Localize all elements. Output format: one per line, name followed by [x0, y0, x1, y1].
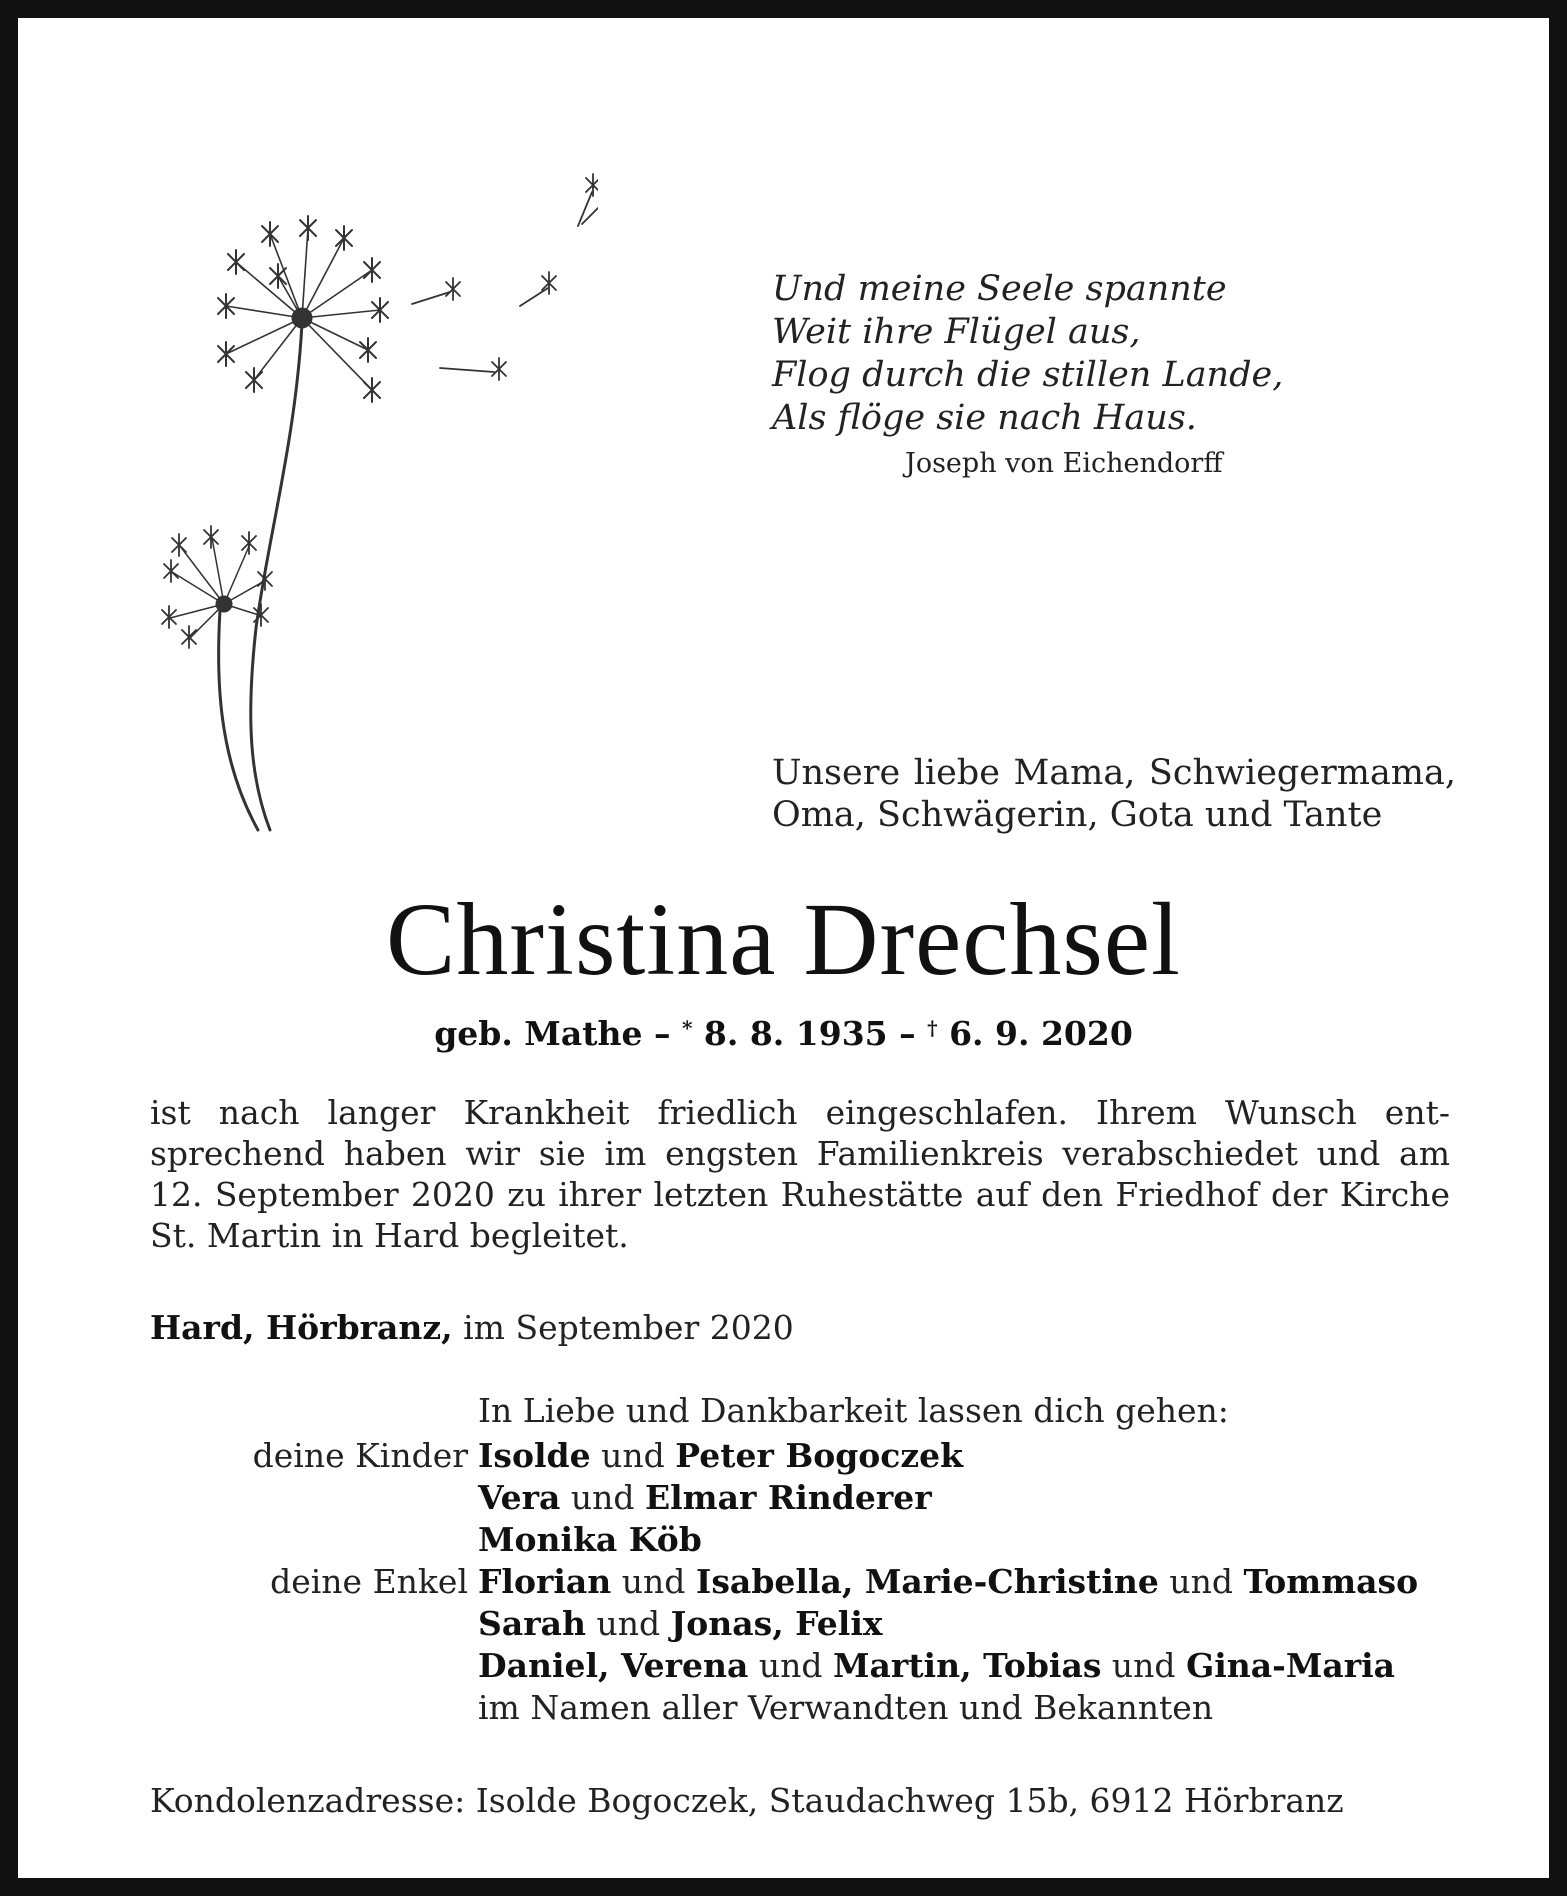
- place-names: Hard, Hörbranz,: [150, 1308, 453, 1347]
- person-name: Jonas, Felix: [670, 1604, 883, 1643]
- person-name: Tommaso: [1243, 1562, 1419, 1601]
- quote-author: Joseph von Eichendorff: [905, 448, 1223, 479]
- grandchildren-label: deine Enkel: [270, 1562, 468, 1601]
- person-name: Florian: [478, 1562, 612, 1601]
- person-name: Isabella, Marie-Christine: [695, 1562, 1159, 1601]
- signature-row: [18, 1604, 1567, 1646]
- conjunction: und: [596, 1604, 661, 1643]
- poem-quote: [772, 268, 1332, 440]
- person-name: Vera: [478, 1478, 561, 1517]
- signatures-intro: In Liebe und Dankbarkeit lassen dich gehen:: [478, 1391, 1229, 1430]
- person-name: Martin, Tobias: [833, 1646, 1102, 1685]
- body-line: St. Martin in Hard begleitet.: [150, 1216, 629, 1255]
- quote-line: Und meine Seele spannte: [772, 269, 1227, 309]
- death-symbol: †: [927, 1016, 938, 1040]
- place-month: im September 2020: [452, 1308, 794, 1347]
- signature-row: [18, 1688, 1567, 1730]
- signature-names: [478, 1436, 963, 1475]
- body-line: 12. September 2020 zu ihrer letzten Ruhestätte auf den Friedhof der Kirche: [150, 1175, 1450, 1214]
- dandelion-illustration: [158, 158, 598, 838]
- signature-closing: im Namen aller Verwandten und Bekannten: [478, 1688, 1214, 1727]
- signature-names: [478, 1520, 702, 1559]
- death-date: 6. 9. 2020: [937, 1014, 1133, 1053]
- maiden-name: geb. Mathe: [434, 1014, 643, 1053]
- conjunction: und: [1169, 1562, 1234, 1601]
- date-separator: –: [642, 1014, 682, 1053]
- life-dates: [18, 1014, 1549, 1053]
- person-name: Sarah: [478, 1604, 586, 1643]
- intro-line: Oma, Schwägerin, Gota und Tante: [772, 795, 1383, 835]
- body-line: sprechend haben wir sie im engsten Familienkreis verabschiedet und am: [150, 1134, 1450, 1173]
- conjunction: und: [621, 1562, 686, 1601]
- conjunction: und: [570, 1478, 635, 1517]
- signature-row: [18, 1562, 1567, 1604]
- quote-line: Als flöge sie nach Haus.: [772, 398, 1197, 438]
- intro-text: [772, 752, 1472, 836]
- deceased-name: Christina Drechsel: [386, 882, 1181, 997]
- condolence-address: Kondolenzadresse: Isolde Bogoczek, Staudachweg 15b, 6912 Hörbranz: [150, 1781, 1344, 1820]
- person-name: Peter Bogoczek: [675, 1436, 963, 1475]
- quote-line: Flog durch die stillen Lande,: [772, 355, 1284, 395]
- children-label: deine Kinder: [252, 1436, 468, 1475]
- birth-symbol: *: [681, 1016, 693, 1040]
- conjunction: und: [1111, 1646, 1176, 1685]
- date-separator: –: [887, 1014, 928, 1053]
- signature-row: [18, 1646, 1567, 1688]
- conjunction: und: [758, 1646, 823, 1685]
- person-name: Daniel, Verena: [478, 1646, 749, 1685]
- person-name: Isolde: [478, 1436, 591, 1475]
- signature-names: [478, 1562, 1418, 1601]
- person-name: Monika Köb: [478, 1520, 702, 1559]
- announcement-text: [150, 1092, 1450, 1256]
- place-date: [150, 1308, 794, 1347]
- signature-names: [478, 1478, 932, 1517]
- signature-names: [478, 1604, 883, 1643]
- signature-names: [478, 1646, 1395, 1685]
- quote-line: Weit ihre Flügel aus,: [772, 312, 1141, 352]
- person-name: Elmar Rinderer: [644, 1478, 932, 1517]
- conjunction: und: [601, 1436, 665, 1475]
- birth-date: 8. 8. 1935: [692, 1014, 888, 1053]
- person-name: Gina-Maria: [1186, 1646, 1396, 1685]
- intro-line: Unsere liebe Mama, Schwiegermama,: [772, 753, 1456, 793]
- body-line: ist nach langer Krankheit friedlich eingeschlafen. Ihrem Wunsch ent-: [150, 1093, 1450, 1132]
- signature-row: [18, 1436, 1567, 1478]
- signature-row: [18, 1478, 1567, 1520]
- signature-row: [18, 1520, 1567, 1562]
